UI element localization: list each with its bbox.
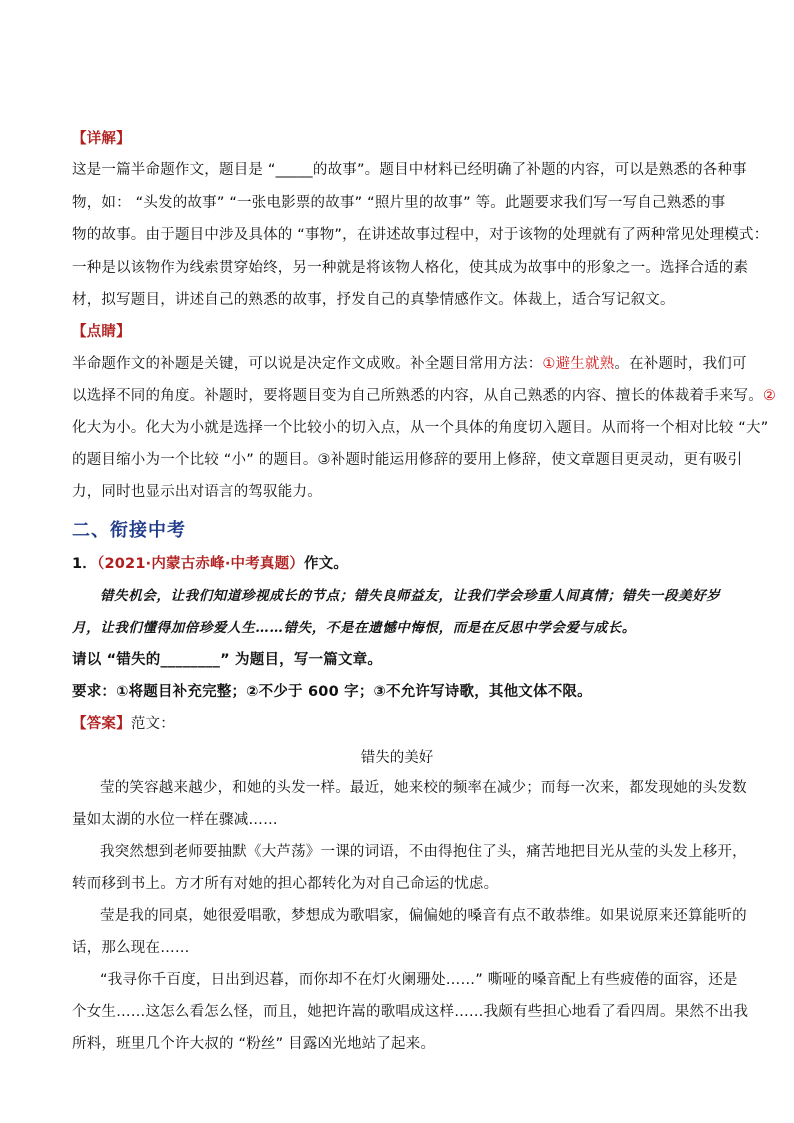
question-number: 1． (72, 556, 97, 572)
question-source: （2021·内蒙古赤峰·中考真题） (97, 556, 305, 572)
question-material: 错失机会，让我们知道珍视成长的节点；错失良师益友，让我们学会珍重人间真情；错失一段美好岁 (100, 588, 721, 604)
essay-line: 转而移到书上。方才所有对她的担心都转化为对自己命运的忧虑。 (72, 876, 499, 892)
question-material: 月，让我们懂得加倍珍爱人生……错失，不是在遗憾中悔恨，而是在反思中学会爱与成长。 (72, 620, 636, 636)
essay-line: 个女生……这怎么看怎么怪，而且，她把许嵩的歌唱成这样……我颇有些担心地看了看四周。果然不出我 (72, 1004, 749, 1020)
tips-line (72, 386, 777, 406)
answer-label: 范文： (130, 716, 175, 732)
essay-line: “我寻你千百度，日出到迟暮，而你却不在灯火阑珊处……” 嘶哑的嗓音配上有些疲倦的面容，还是 (100, 972, 738, 988)
detail-line: 材，拟写题目，讲述自己的熟悉的故事，抒发自己的真挚情感作文。体裁上，适合写记叙文。 (72, 292, 675, 308)
tips-method-2: ② (762, 388, 777, 404)
essay-line: 所料，班里几个许大叔的 “粉丝” 目露凶光地站了起来。 (72, 1036, 436, 1052)
essay-title: 错失的美好 (360, 750, 434, 766)
question-requirements: 要求：①将题目补充完整；②不少于 600 字；③不允许写诗歌，其他文体不限。 (72, 684, 592, 700)
essay-line: 量如太湖的水位一样在骤减…… (72, 812, 278, 828)
tips-text: 以选择不同的角度。补题时，要将题目变为自己所熟悉的内容，从自己熟悉的内容、擅长的体裁着手来写。 (72, 388, 763, 404)
essay-line: 莹是我的同桌，她很爱唱歌，梦想成为歌唱家，偏偏她的嗓音有点不敢恭维。如果说原来还算能听的 (100, 908, 747, 924)
essay-line: 话，那么现在…… (72, 940, 190, 956)
detail-line: 物，如： “头发的故事” “一张电影票的故事” “照片里的故事” 等。此题要求我们写一写自己熟悉的事 (72, 195, 726, 211)
question-label: 作文。 (304, 556, 349, 572)
essay-line: 莹的笑容越来越少，和她的头发一样。最近，她来校的频率在减少；而每一次来，都发现她的头发数 (100, 780, 747, 796)
tips-text: 。在补题时，我们可 (614, 356, 747, 372)
detail-line: 物的故事。由于题目中涉及具体的 “事物”，在讲述故事过程中，对于该物的处理就有了两种常见处理模式： (72, 227, 769, 243)
answer-heading: 【答案】 (72, 716, 131, 732)
question-prompt: 请以 “错失的________” 为题目，写一篇文章。 (72, 652, 383, 668)
detail-heading: 【详解】 (72, 131, 131, 147)
detail-line: 这是一篇半命题作文，题目是 “_____的故事”。题目中材料已经明确了补题的内容，可以是熟悉的各种事 (72, 162, 747, 178)
tips-line: 化大为小。化大为小就是选择一个比较小的切入点，从一个具体的角度切入题目。从而将一个相对比较 “大” (72, 420, 769, 436)
detail-line: 一种是以该物作为线索贯穿始终，另一种就是将该物人格化，使其成为故事中的形象之一。选择合适的素 (72, 260, 749, 276)
tips-line: 力，同时也显示出对语言的驾驭能力。 (72, 484, 322, 500)
tips-line: 的题目缩小为一个比较 “小” 的题目。③补题时能运用修辞的要用上修辞，使文章题目更灵动，更有吸引 (72, 452, 743, 468)
tips-text: 半命题作文的补题是关键，可以说是决定作文成败。补全题目常用方法： (72, 356, 543, 372)
tips-heading: 【点睛】 (72, 324, 131, 340)
tips-line (72, 354, 747, 374)
tips-method-1: ①避生就熟 (542, 356, 615, 372)
question-header (72, 554, 722, 574)
essay-line: 我突然想到老师要抽默《大芦荡》一课的词语，不由得抱住了头，痛苦地把目光从莹的头发上移开， (100, 844, 747, 860)
section-title: 二、衔接中考 (72, 520, 186, 541)
answer-header (72, 714, 722, 734)
